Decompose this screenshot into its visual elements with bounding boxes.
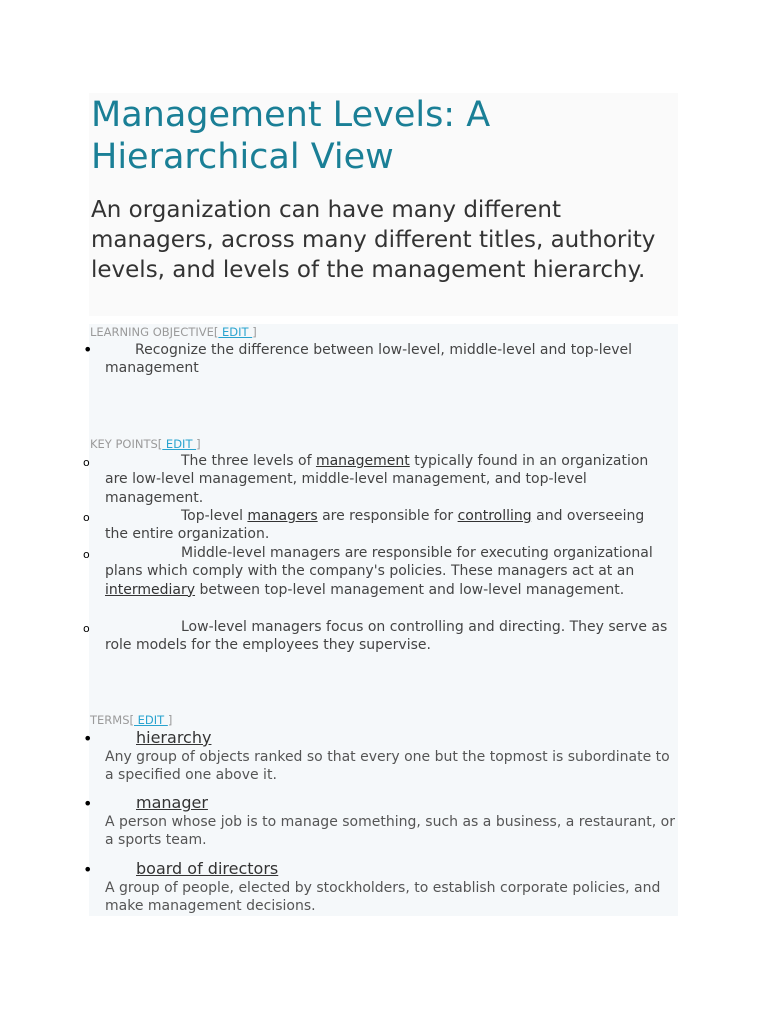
- bullet-disc-icon: •: [83, 729, 93, 748]
- key-point-text: Middle-level managers are responsible for executing organizational plans which comply with the company's policies. These managers act at an: [105, 545, 653, 580]
- key-point-text: Low-level managers focus on controlling and directing. They serve as role models for the employees they supervise.: [105, 619, 668, 654]
- learning-objective-label: [90, 325, 257, 339]
- key-points-label-text: KEY POINTS[: [90, 437, 163, 451]
- controlling-link[interactable]: controlling: [457, 508, 532, 524]
- terms-edit-link[interactable]: EDIT: [134, 713, 168, 727]
- intro-paragraph: An organization can have many different managers, across many different titles, authority levels, and levels of the management hierarchy.: [91, 197, 656, 283]
- management-link[interactable]: management: [315, 453, 410, 469]
- term-hierarchy[interactable]: hierarchy: [136, 728, 212, 747]
- key-points-label-close: ]: [196, 437, 201, 451]
- learning-objective-edit-link[interactable]: EDIT: [218, 325, 253, 339]
- key-points-label: [90, 437, 201, 451]
- terms-label-text: TERMS[: [90, 713, 134, 727]
- key-point-text: are responsible for: [317, 508, 458, 524]
- key-point-text: typically found in an organization are low-level management, middle-level management, and top-level management.: [105, 453, 649, 506]
- learning-objective-label-text: LEARNING OBJECTIVE[: [90, 325, 219, 339]
- key-point-text: Top-level: [181, 508, 248, 524]
- page-title: Management Levels: A Hierarchical View: [91, 95, 491, 177]
- term-definition: A group of people, elected by stockholders, to establish corporate policies, and make management decisions.: [105, 880, 661, 915]
- key-point-text: The three levels of: [181, 453, 316, 469]
- bullet-disc-icon: •: [83, 340, 93, 359]
- bullet-disc-icon: •: [83, 860, 93, 879]
- learning-objective-label-close: ]: [252, 325, 257, 339]
- terms-label-close: ]: [167, 713, 173, 727]
- key-point-item: [105, 507, 671, 544]
- terms-label: [90, 713, 172, 727]
- term-definition: A person whose job is to manage something, such as a business, a restaurant, or a sports team.: [105, 814, 675, 849]
- bullet-disc-icon: •: [83, 794, 93, 813]
- key-point-item: [105, 452, 671, 507]
- bullet-circle-icon: o: [83, 622, 90, 635]
- key-point-text: and overseeing the entire organization.: [105, 508, 645, 543]
- intermediary-link[interactable]: intermediary: [105, 581, 196, 598]
- key-point-item: [105, 544, 671, 599]
- managers-link[interactable]: managers: [247, 508, 318, 524]
- bullet-circle-icon: o: [83, 456, 90, 469]
- term-board-of-directors[interactable]: board of directors: [136, 859, 279, 878]
- term-manager[interactable]: manager: [136, 793, 208, 812]
- key-point-item: [105, 618, 671, 655]
- key-point-text: between top-level management and low-level management.: [195, 581, 625, 598]
- bullet-circle-icon: o: [83, 548, 90, 561]
- bullet-circle-icon: o: [83, 511, 90, 524]
- learning-objective-text: Recognize the difference between low-level, middle-level and top-level management: [105, 342, 632, 377]
- learning-objective-item: [105, 341, 671, 378]
- term-definition: Any group of objects ranked so that every one but the topmost is subordinate to a specified one above it.: [105, 749, 670, 784]
- key-points-edit-link[interactable]: EDIT: [162, 437, 197, 451]
